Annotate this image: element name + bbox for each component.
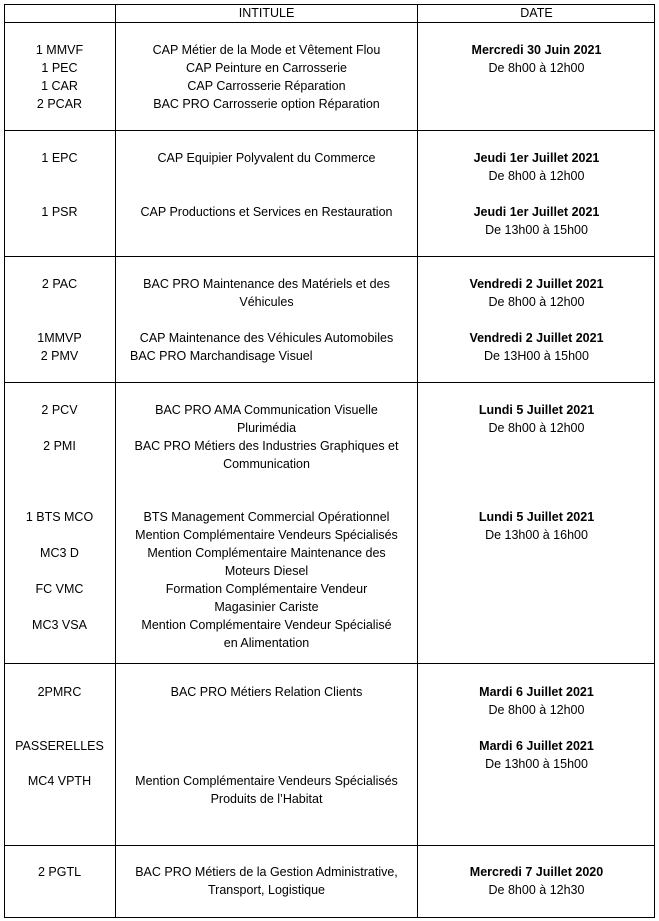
course-title: Mention Complémentaire Vendeurs Spécialisés bbox=[135, 774, 398, 788]
class-code: MC3 D bbox=[40, 546, 79, 560]
course-title: Plurimédia bbox=[236, 421, 297, 435]
course-title: Magasinier Cariste bbox=[214, 600, 319, 614]
course-title: CAP Maintenance des Véhicules Automobiles bbox=[139, 331, 394, 345]
course-title: BAC PRO Métiers de la Gestion Administrative, bbox=[135, 865, 398, 879]
table-border bbox=[4, 917, 655, 918]
course-title: BTS Management Commercial Opérationnel bbox=[143, 510, 390, 524]
course-title: Transport, Logistique bbox=[208, 883, 325, 897]
class-code: MC4 VPTH bbox=[27, 774, 92, 788]
table-border bbox=[654, 4, 655, 918]
course-title: Formation Complémentaire Vendeur bbox=[165, 582, 368, 596]
course-title: Communication bbox=[223, 457, 310, 471]
row-divider bbox=[4, 22, 655, 23]
exam-day: Lundi 5 Juillet 2021 bbox=[478, 510, 595, 524]
class-code: 2 PMI bbox=[43, 439, 76, 453]
class-code: PASSERELLES bbox=[15, 739, 104, 753]
course-title: CAP Peinture en Carrosserie bbox=[186, 61, 347, 75]
course-title: Mention Complémentaire Vendeur Spécialisé bbox=[141, 618, 392, 632]
class-code: 2 PAC bbox=[41, 277, 78, 291]
exam-time: De 8h00 à 12h00 bbox=[488, 703, 585, 717]
course-title: CAP Equipier Polyvalent du Commerce bbox=[157, 151, 376, 165]
exam-time: De 8h00 à 12h00 bbox=[488, 295, 585, 309]
course-title: BAC PRO Marchandisage Visuel bbox=[130, 349, 313, 363]
exam-day: Mardi 6 Juillet 2021 bbox=[479, 685, 594, 699]
exam-day: Mercredi 7 Juillet 2020 bbox=[469, 865, 604, 879]
class-code: 2 PMV bbox=[40, 349, 79, 363]
course-title: BAC PRO AMA Communication Visuelle bbox=[155, 403, 378, 417]
row-divider bbox=[4, 256, 655, 257]
course-title: Mention Complémentaire Vendeurs Spécialisés bbox=[135, 528, 398, 542]
class-code: 2 PGTL bbox=[37, 865, 82, 879]
class-code: 1 CAR bbox=[41, 79, 78, 93]
row-divider bbox=[4, 382, 655, 383]
row-divider bbox=[4, 663, 655, 664]
exam-day: Vendredi 2 Juillet 2021 bbox=[469, 331, 604, 345]
course-title: BAC PRO Métiers des Industries Graphiques et bbox=[134, 439, 399, 453]
exam-time: De 8h00 à 12h00 bbox=[488, 421, 585, 435]
course-title: CAP Métier de la Mode et Vêtement Flou bbox=[152, 43, 381, 57]
course-title: BAC PRO Métiers Relation Clients bbox=[170, 685, 363, 699]
row-divider bbox=[4, 845, 655, 846]
class-code: 1 MMVF bbox=[35, 43, 84, 57]
class-code: 1MMVP bbox=[37, 331, 82, 345]
class-code: 1 BTS MCO bbox=[25, 510, 94, 524]
header-intitule: INTITULE bbox=[238, 6, 295, 20]
exam-time: De 13h00 à 15h00 bbox=[485, 757, 588, 771]
exam-day: Jeudi 1er Juillet 2021 bbox=[473, 151, 600, 165]
exam-time: De 13h00 à 15h00 bbox=[485, 223, 588, 237]
exam-time: De 8h00 à 12h30 bbox=[488, 883, 585, 897]
exam-day: Jeudi 1er Juillet 2021 bbox=[473, 205, 600, 219]
exam-day: Vendredi 2 Juillet 2021 bbox=[469, 277, 604, 291]
course-title: Moteurs Diesel bbox=[224, 564, 309, 578]
course-title: Véhicules bbox=[239, 295, 294, 309]
class-code: 2 PCAR bbox=[36, 97, 83, 111]
exam-day: Mercredi 30 Juin 2021 bbox=[471, 43, 602, 57]
header-date: DATE bbox=[520, 6, 553, 20]
exam-day: Lundi 5 Juillet 2021 bbox=[478, 403, 595, 417]
class-code: 1 PSR bbox=[41, 205, 78, 219]
class-code: 2PMRC bbox=[37, 685, 82, 699]
exam-time: De 8h00 à 12h00 bbox=[488, 61, 585, 75]
class-code: MC3 VSA bbox=[32, 618, 87, 632]
exam-time: De 13H00 à 15h00 bbox=[484, 349, 589, 363]
exam-time: De 13h00 à 16h00 bbox=[485, 528, 588, 542]
class-code: 1 EPC bbox=[41, 151, 78, 165]
course-title: CAP Productions et Services en Restauration bbox=[140, 205, 393, 219]
course-title: BAC PRO Maintenance des Matériels et des bbox=[143, 277, 390, 291]
row-divider bbox=[4, 130, 655, 131]
exam-time: De 8h00 à 12h00 bbox=[488, 169, 585, 183]
exam-day: Mardi 6 Juillet 2021 bbox=[479, 739, 594, 753]
course-title: Mention Complémentaire Maintenance des bbox=[147, 546, 386, 560]
column-divider bbox=[417, 4, 418, 918]
class-code: 2 PCV bbox=[41, 403, 78, 417]
course-title: BAC PRO Carrosserie option Réparation bbox=[153, 97, 380, 111]
course-title: Produits de l’Habitat bbox=[210, 792, 323, 806]
course-title: CAP Carrosserie Réparation bbox=[187, 79, 346, 93]
course-title: en Alimentation bbox=[223, 636, 310, 650]
class-code: 1 PEC bbox=[41, 61, 78, 75]
class-code: FC VMC bbox=[35, 582, 84, 596]
